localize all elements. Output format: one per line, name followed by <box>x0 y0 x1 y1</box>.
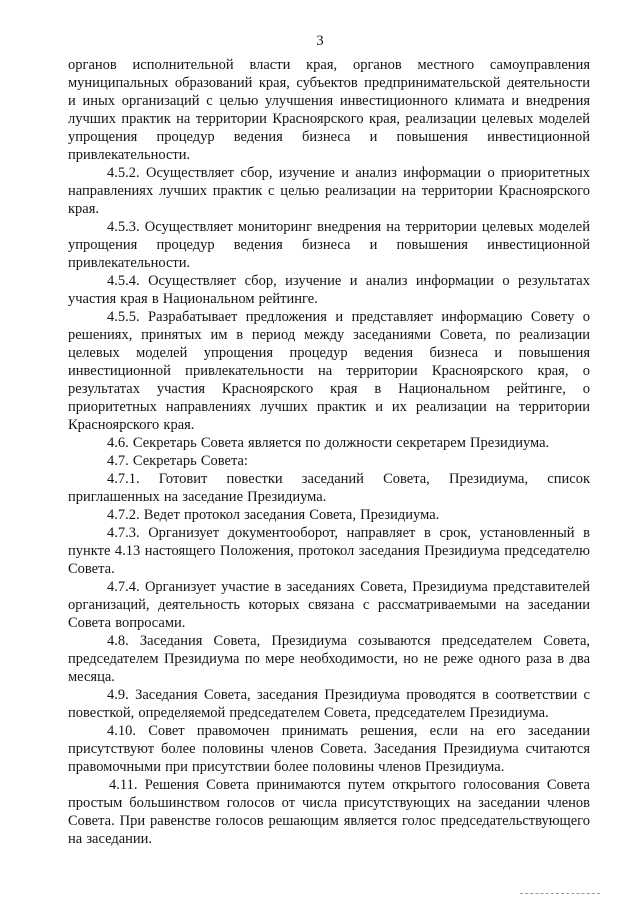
paragraph-continuation: органов исполнительной власти края, органов местного самоуправления муниципальных образований края, субъектов предпринимательской деятельности и иных организаций с целью улучшения инвестиционного климата и внедрения лучших практик на территории Красноярского края, реализации целевых моделей упрощения процедур ведения бизнеса и повышения инвестиционной привлекательности. <box>68 57 590 163</box>
paragraph-4-5-4: 4.5.4. Осуществляет сбор, изучение и анализ информации о результатах участия края в Национальном рейтинге. <box>68 273 590 307</box>
scan-edge-mark <box>520 893 600 895</box>
paragraph-4-10: 4.10. Совет правомочен принимать решения, если на его заседании присутствуют более половины членов Совета. Заседания Президиума считаются правомочными при присутствии более половины членов Президиума. <box>68 723 590 775</box>
paragraph-4-8: 4.8. Заседания Совета, Президиума созываются председателем Совета, председателем Президиума по мере необходимости, но не реже одного раза в два месяца. <box>68 633 590 685</box>
paragraph-4-9: 4.9. Заседания Совета, заседания Президиума проводятся в соответствии с повесткой, определяемой председателем Совета, председателем Президиума. <box>68 687 590 721</box>
paragraph-4-11: 4.11. Решения Совета принимаются путем открытого голосования Совета простым большинством голосов от числа присутствующих на заседании членов Совета. При равенстве голосов решающим является голос председательствующего на заседании. <box>68 777 590 847</box>
paragraph-4-7-3: 4.7.3. Организует документооборот, направляет в срок, установленный в пункте 4.13 настоящего Положения, протокол заседания Президиума председателю Совета. <box>68 525 590 577</box>
paragraph-4-5-2: 4.5.2. Осуществляет сбор, изучение и анализ информации о приоритетных направлениях лучших практик с целью реализации на территории Красноярского края. <box>68 165 590 217</box>
document-body <box>68 56 590 848</box>
paragraph-4-5-5: 4.5.5. Разрабатывает предложения и представляет информацию Совету о решениях, принятых им в период между заседаниями Совета, по реализации целевых моделей упрощения процедур ведения бизнеса и повышения инвестиционной привлекательности на территории Красноярского края, о результатах участия Красноярского края в Национальном рейтинге, о приоритетных направлениях лучших практик и их реализации на территории Красноярского края. <box>68 309 590 433</box>
paragraph-4-5-3: 4.5.3. Осуществляет мониторинг внедрения на территории целевых моделей упрощения процедур ведения бизнеса и повышения инвестиционной привлекательности. <box>68 219 590 271</box>
paragraph-4-6: 4.6. Секретарь Совета является по должности секретарем Президиума. <box>107 435 550 451</box>
page-number: 3 <box>316 33 324 49</box>
paragraph-4-7-2: 4.7.2. Ведет протокол заседания Совета, Президиума. <box>107 507 440 523</box>
paragraph-4-7-4: 4.7.4. Организует участие в заседаниях Совета, Президиума представителей организаций, деятельность которых связана с рассматриваемыми на заседании Совета вопросами. <box>68 579 590 631</box>
paragraph-4-7-1: 4.7.1. Готовит повестки заседаний Совета, Президиума, список приглашенных на заседание Президиума. <box>68 471 590 505</box>
paragraph-4-7: 4.7. Секретарь Совета: <box>107 453 248 469</box>
